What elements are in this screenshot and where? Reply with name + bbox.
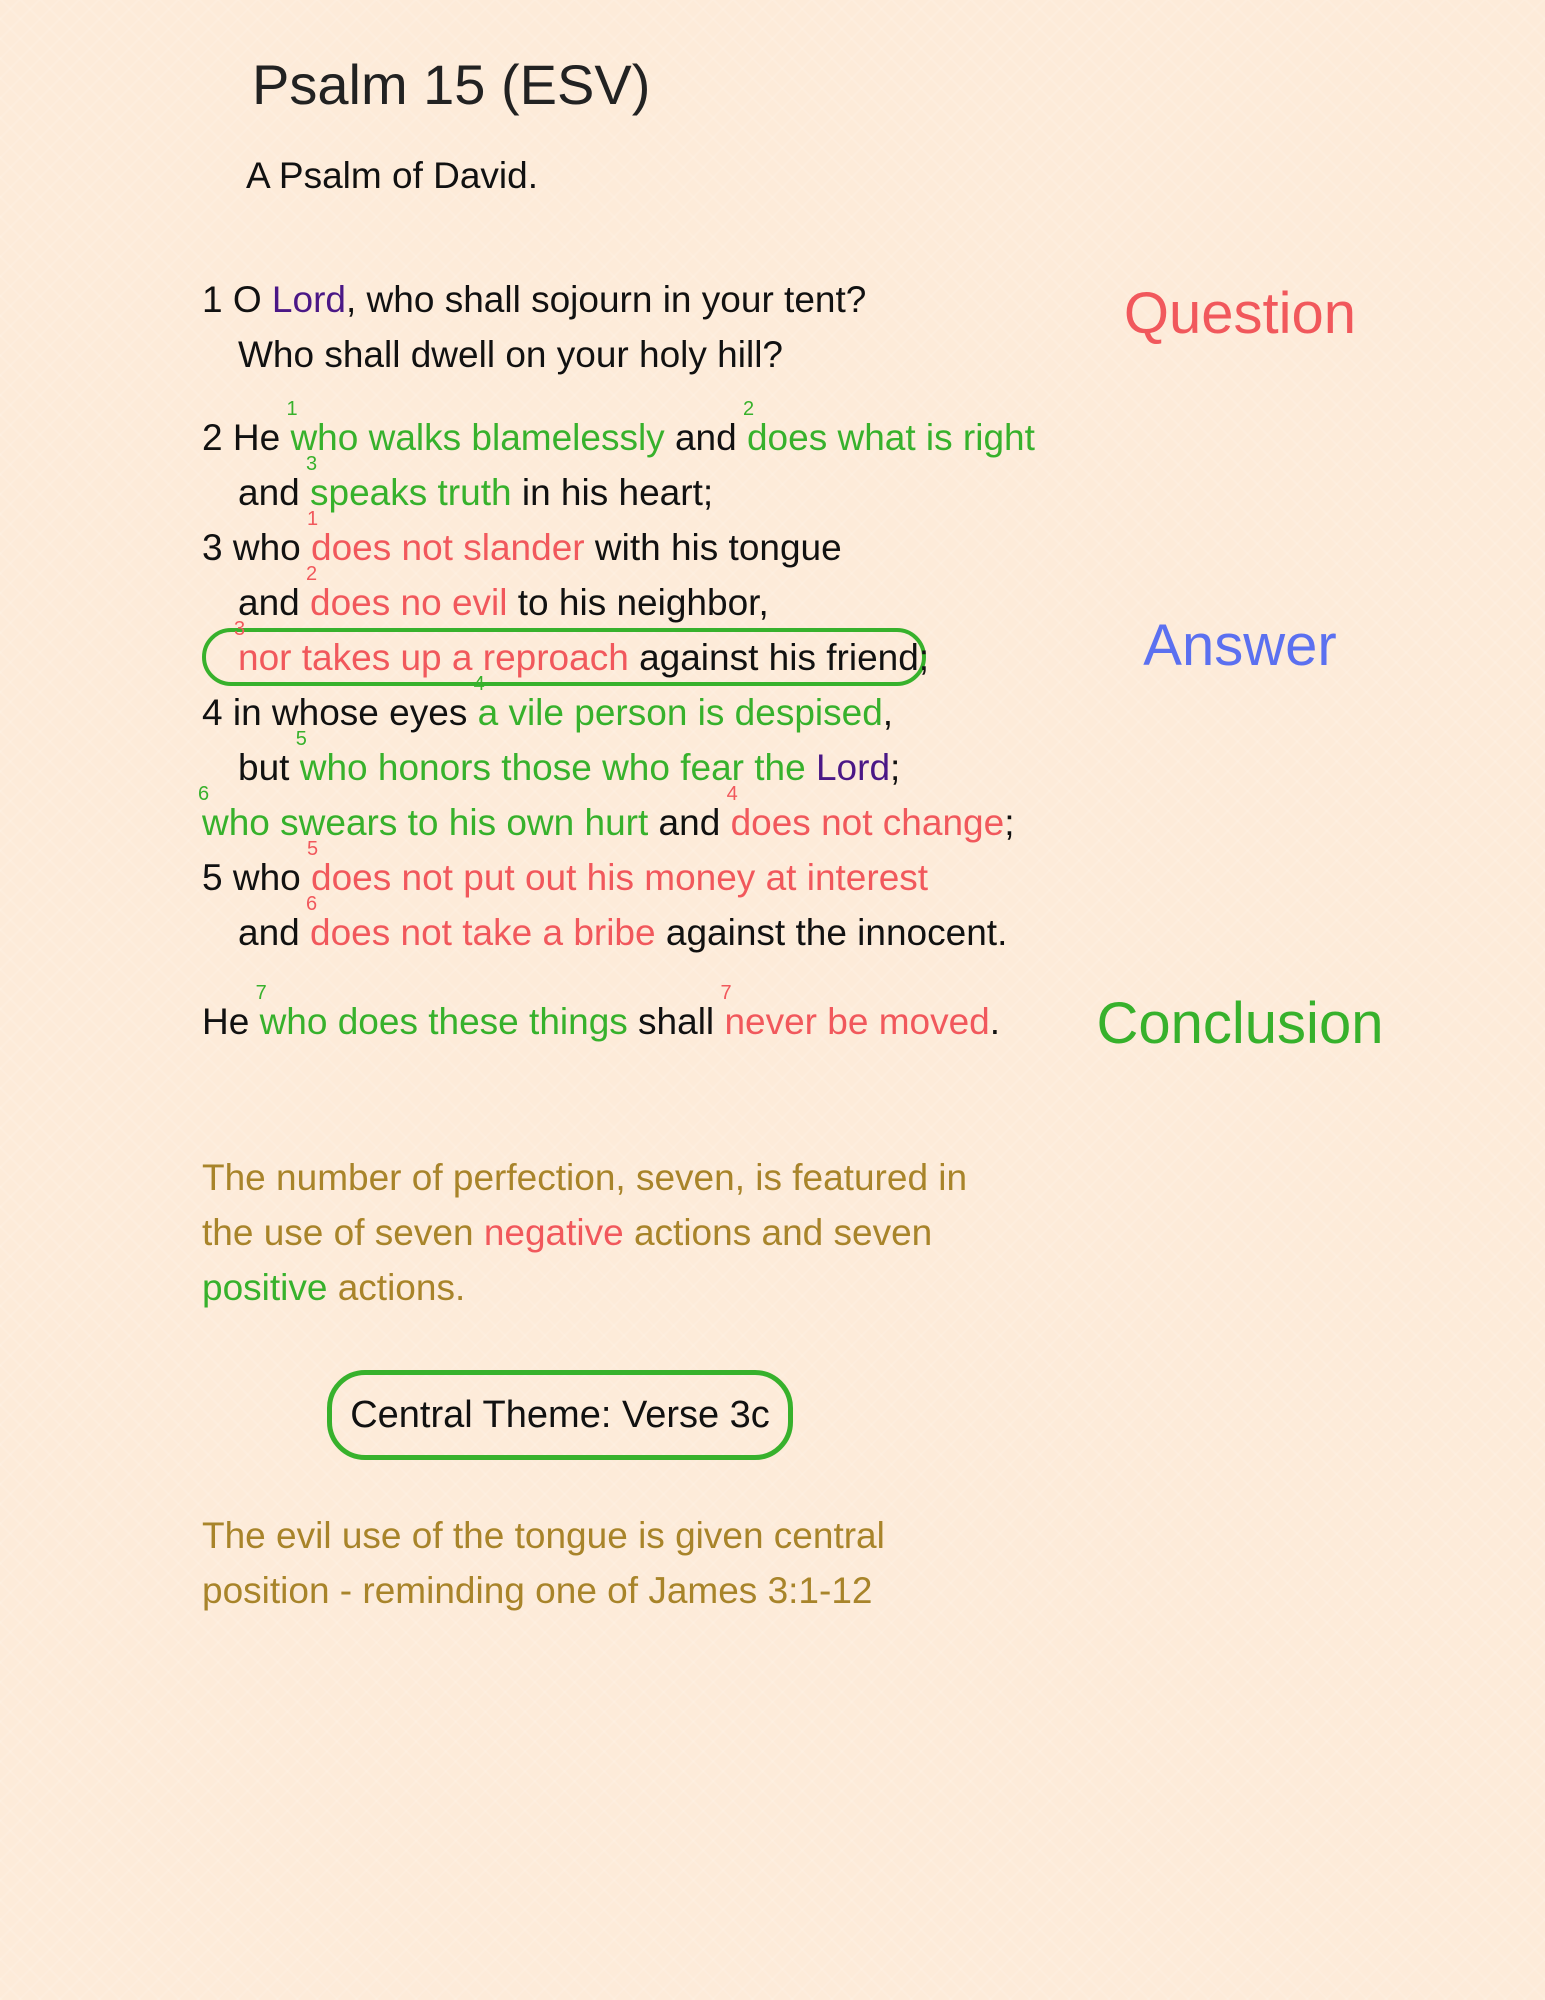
lord-word: Lord (815, 747, 891, 788)
positive-action-5 (295, 728, 816, 788)
action-text: does no evil (310, 582, 508, 623)
verse-text: and (238, 472, 311, 513)
negative-action-1 (307, 508, 585, 568)
note-text: actions and seven (623, 1212, 933, 1253)
positive-word: positive (202, 1267, 328, 1308)
negative-word: negative (483, 1212, 624, 1253)
verse-text: and (648, 802, 731, 843)
note-line: The number of perfection, seven, is featured in (202, 1157, 968, 1198)
action-text: does not slander (311, 527, 585, 568)
action-number: 2 (742, 398, 755, 420)
note-line (202, 1205, 967, 1260)
action-text: nor takes up a reproach (238, 637, 629, 678)
action-number: 4 (726, 783, 738, 805)
verse-text: to his neighbor, (507, 582, 769, 623)
verse-text: and (238, 582, 311, 623)
question-label: Question (1123, 281, 1357, 346)
verse-text: 1 O (202, 279, 272, 320)
note-line (202, 1260, 967, 1315)
lord-word: Lord (271, 279, 346, 320)
verse-text: He (202, 1001, 260, 1042)
action-text: who swears to his own hurt (202, 802, 649, 843)
action-text: does not take a bribe (310, 912, 656, 953)
action-number: 7 (720, 982, 732, 1004)
positive-action-7 (255, 982, 628, 1042)
negative-action-5 (307, 838, 929, 898)
note-line: The evil use of the tongue is given central (202, 1515, 885, 1556)
action-text: who honors those who fear the (299, 747, 816, 788)
action-text: does what is right (746, 417, 1035, 458)
negative-action-6 (306, 893, 656, 953)
verse-text: against the innocent. (655, 912, 1008, 953)
negative-action-4 (726, 783, 1005, 843)
conclusion-line (202, 982, 1001, 1044)
verse-text: ; (1004, 802, 1015, 843)
verse-text: ; (890, 747, 901, 788)
action-number: 5 (307, 838, 319, 860)
positive-action-3 (306, 453, 512, 513)
verse-text: against his friend; (628, 637, 930, 678)
positive-action-6 (198, 783, 649, 843)
verse-2-line-a (202, 398, 1035, 460)
positive-action-2 (742, 398, 1035, 458)
action-number: 3 (234, 618, 246, 640)
verse-text: 2 He (202, 417, 291, 458)
page-title: Psalm 15 (ESV) (252, 53, 651, 116)
action-text: does not change (730, 802, 1005, 843)
verse-text: , (882, 692, 894, 733)
perfection-note (202, 1150, 967, 1315)
action-number: 3 (306, 453, 318, 475)
action-text: a vile person is despised (477, 692, 883, 733)
verse-text: and (238, 912, 311, 953)
action-number: 5 (295, 728, 307, 750)
verse-text: with his tongue (584, 527, 842, 568)
action-text: speaks truth (310, 472, 512, 513)
action-text: who walks blamelessly (290, 417, 665, 458)
verse-3-line-b (238, 563, 769, 625)
verse-text: . (989, 1001, 1001, 1042)
positive-action-4 (473, 673, 883, 733)
verse-1-line-b: Who shall dwell on your holy hill? (238, 334, 783, 375)
negative-action-7 (720, 982, 990, 1042)
verse-text: and (664, 417, 747, 458)
action-text: who does these things (259, 1001, 628, 1042)
action-number: 6 (198, 783, 210, 805)
verse-4-line-c (198, 783, 1015, 845)
note-text: the use of seven (202, 1212, 484, 1253)
verse-text: , who shall sojourn in your tent? (345, 279, 867, 320)
answer-label: Answer (1143, 613, 1337, 678)
action-text: does not put out his money at interest (311, 857, 929, 898)
verse-text: shall (627, 1001, 725, 1042)
action-number: 7 (255, 982, 267, 1004)
negative-action-3 (234, 618, 629, 678)
note-line: position - reminding one of James 3:1-12 (202, 1570, 873, 1611)
verse-4-line-b (238, 728, 901, 790)
positive-action-1 (286, 398, 665, 458)
negative-action-2 (306, 563, 508, 623)
central-theme-box: Central Theme: Verse 3c (327, 1370, 793, 1460)
verse-text: in his heart; (511, 472, 714, 513)
action-number: 6 (306, 893, 318, 915)
action-number: 2 (306, 563, 318, 585)
verse-text: 4 in whose eyes (202, 692, 478, 733)
psalm-superscription: A Psalm of David. (246, 155, 539, 196)
verse-3-line-c (234, 618, 930, 680)
note-text: actions. (327, 1267, 466, 1308)
verse-text: 5 who (202, 857, 312, 898)
verse-3-line-a (202, 508, 842, 570)
action-number: 4 (473, 673, 485, 695)
verse-1-line-a (202, 278, 866, 322)
verse-text: but (238, 747, 300, 788)
tongue-note (202, 1508, 885, 1618)
action-number: 1 (286, 398, 298, 420)
verse-5-line-b (238, 893, 1008, 955)
action-number: 1 (307, 508, 319, 530)
verse-text: 3 who (202, 527, 312, 568)
conclusion-label: Conclusion (1096, 991, 1384, 1056)
action-text: never be moved (724, 1001, 990, 1042)
